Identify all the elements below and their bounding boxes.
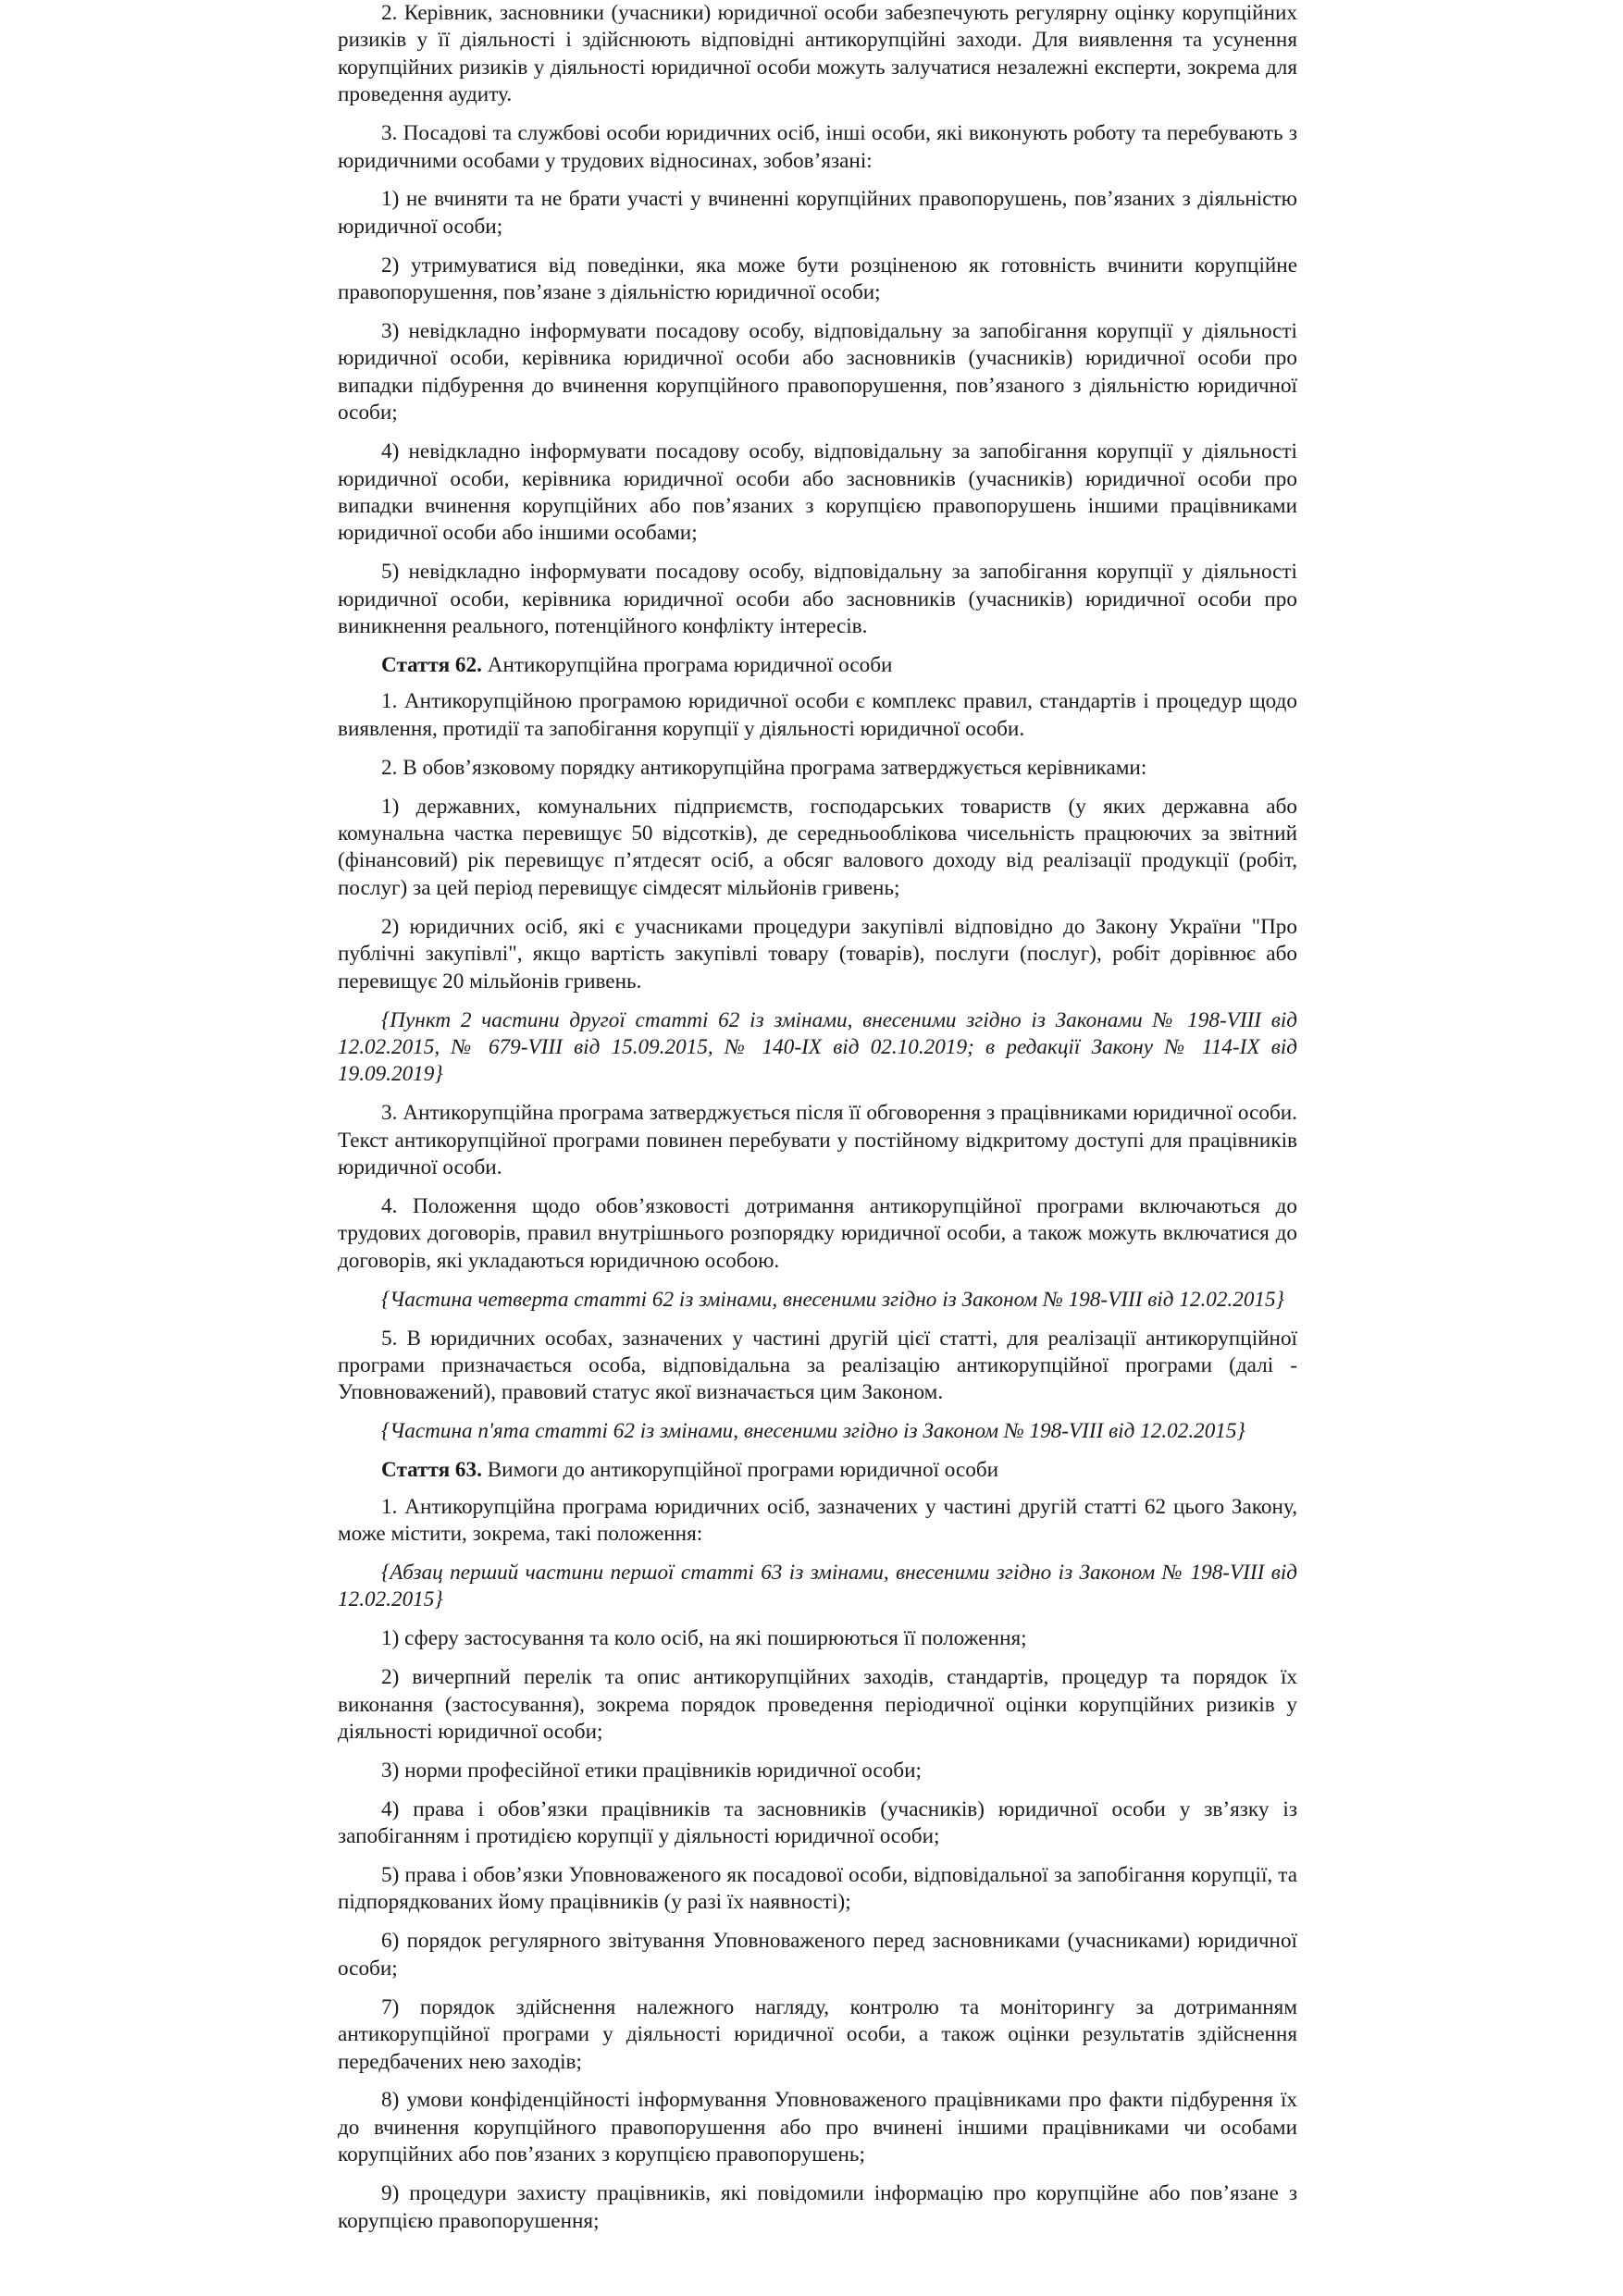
paragraph: 1. Антикорупційною програмою юридичної особи є комплекс правил, стандартів і процедур щодо виявлення, протидії та запобігання корупції у діяльності юридичної особи. — [338, 689, 1297, 741]
paragraph: 1) державних, комунальних підприємств, господарських товариств (у яких державна або комунальна частка перевищує 50 відсотків), де середньооблікова чисельність працюючих за звітний (фінансовий) рік перевищує п’ятдесят осіб, а обсяг валового доходу від реалізації продукції (робіт, послуг) за цей період перевищує сімдесят мільйонів гривень; — [338, 794, 1297, 900]
paragraph: 3) невідкладно інформувати посадову особу, відповідальну за запобігання корупції у діяльності юридичної особи, керівника юридичної особи або засновників (учасників) юридичної особи про випадки підбурення до вчинення корупційного правопорушення, пов’язаного з діяльністю юридичної особи; — [338, 319, 1297, 426]
article-62-heading — [338, 652, 1297, 679]
amendment-note — [338, 1007, 1297, 1089]
paragraph: 2) утримуватися від поведінки, яка може бути розціненою як готовність вчинити корупційне правопорушення, пов’язане з діяльністю юридичної особи; — [338, 253, 1297, 305]
text-run: {Частина п'ята статті 62 із змінами, внесеними згідно із Законом — [381, 1419, 1004, 1444]
amendment-link[interactable]: № 198-VIII від 12.02.2015 — [338, 1007, 1297, 1059]
paragraph: 4. Положення щодо обов’язковості дотримання антикорупційної програми включаються до трудових договорів, правил внутрішнього розпорядку юридичної особи, а також можуть включатися до договорів, які укладаються юридичною особою. — [338, 1193, 1297, 1273]
amendment-link[interactable]: № 198-VIII від 12.02.2015 — [1003, 1419, 1237, 1444]
article-63-heading — [338, 1457, 1297, 1484]
text-run: } — [1275, 1287, 1284, 1312]
list-item: 9) процедури захисту працівників, які повідомили інформацію про корупційне або пов’язане з корупцією правопорушення; — [338, 2181, 1297, 2233]
text-run: ; в редакції Закону — [967, 1034, 1165, 1059]
article-link[interactable]: частині другій — [943, 1494, 1077, 1519]
paragraph: 2. Керівник, засновники (учасники) юридичної особи забезпечують регулярну оцінку корупційних ризиків у її діяльності і здійснюють відповідні антикорупційні заходи. Для виявлення та усунення корупційних ризиків у діяльності юридичної особи можуть залучатися незалежні експерти, зокрема для проведення аудиту. — [338, 1, 1297, 107]
list-item: 7) порядок здійснення належного нагляду, контролю та моніторингу за дотриманням антикорупційної програми у діяльності юридичної особи, а також оцінки результатів здійснення передбачених нею заходів; — [338, 1994, 1297, 2074]
amendment-link[interactable]: № 198-VIII від 12.02.2015 — [338, 1560, 1298, 1612]
text-run: 1. Антикорупційна програма юридичних осіб, зазначених у — [381, 1494, 944, 1519]
article-63-label: Стаття 63. — [381, 1458, 482, 1483]
paragraph: 5. В юридичних особах, зазначених у частині другій цієї статті, для реалізації антикорупційної програми призначається особа, відповідальна за реалізацію антикорупційної програми (далі - Уповноважений), правовий статус якої визначається цим Законом. — [338, 1326, 1297, 1405]
text-run: "Про публічні закупівлі", якщо вартість закупівлі товару (товарів), послуги (послуг), робіт дорівнює або перевищує 20 мільйонів гривень. — [338, 914, 1297, 994]
amendment-link[interactable]: № 198-VIII від 12.02.2015 — [1042, 1287, 1276, 1312]
amendment-note — [338, 1418, 1297, 1445]
text-run: {Пункт 2 частини другої статті 62 із змінами, внесеними згідно із Законами — [381, 1007, 1153, 1032]
document-page — [338, 0, 1297, 2246]
text-run: } — [434, 1587, 443, 1612]
text-run: , — [434, 1034, 452, 1059]
list-item: 4) права і обов’язки працівників та засновників (учасників) юридичної особи у зв’язку із запобіганням і протидією корупції у діяльності юридичної особи; — [338, 1796, 1297, 1849]
article-63-title: Вимоги до антикорупційної програми юридичної особи — [481, 1458, 999, 1483]
paragraph — [338, 1494, 1297, 1549]
text-run: } — [434, 1062, 443, 1087]
amendment-link[interactable]: № 679-VIII від 15.09.2015 — [451, 1034, 708, 1059]
list-item: 6) порядок регулярного звітування Уповноваженого перед засновниками (учасниками) юридичної особи; — [338, 1929, 1297, 1981]
paragraph — [338, 914, 1297, 995]
text-run: {Частина четверта статті 62 із змінами, внесеними згідно із Законом — [381, 1287, 1043, 1312]
text-run: , — [707, 1034, 725, 1059]
amendment-link[interactable]: № 140-IX від 02.10.2019 — [724, 1034, 968, 1059]
list-item: 8) умови конфіденційності інформування Уповноваженого працівниками про факти підбурення їх до вчинення корупційного правопорушення або про вчинені іншими працівниками чи особами корупційних або пов’язаних з корупцією правопорушень; — [338, 2088, 1297, 2167]
list-item: 1) сферу застосування та коло осіб, на які поширюються її положення; — [381, 1626, 1027, 1651]
list-item: 2) вичерпний перелік та опис антикорупційних заходів, стандартів, процедур та порядок їх виконання (застосування), зокрема порядок проведення періодичної оцінки корупційних ризиків у діяльності юридичної особи; — [338, 1665, 1297, 1744]
paragraph: 2. В обов’язковому порядку антикорупційна програма затверджується керівниками: — [381, 755, 1147, 780]
text-run: статті 62 цього Закону, може містити, зокрема, такі положення: — [338, 1494, 1297, 1546]
list-item: 5) права і обов’язки Уповноваженого як посадової особи, відповідальної за запобігання корупції, та підпорядкованих йому працівників (у разі їх наявності); — [338, 1863, 1297, 1915]
paragraph: 5) невідкладно інформувати посадову особу, відповідальну за запобігання корупції у діяльності юридичної особи, керівника юридичної особи або засновників (учасників) юридичної особи про виникнення реального, потенційного конфлікту інтересів. — [338, 560, 1297, 639]
article-62-label: Стаття 62. — [381, 653, 482, 678]
text-run: {Абзац перший частини першої статті 63 із змінами, внесеними згідно із Законом — [381, 1560, 1162, 1585]
paragraph: 3. Антикорупційна програма затверджується після її обговорення з працівниками юридичної особи. Текст антикорупційної програми повинен перебувати у постійному відкритому доступі для працівників юридичної особи. — [338, 1101, 1297, 1180]
paragraph: 3. Посадові та службові особи юридичних осіб, інші особи, які виконують роботу та перебувають з юридичними особами у трудових відносинах, зобов’язані: — [338, 121, 1297, 173]
amendment-link[interactable]: № 114-IX від 19.09.2019 — [338, 1034, 1298, 1087]
article-62-title: Антикорупційна програма юридичної особи — [481, 653, 893, 678]
list-item: 3) норми професійної етики працівників юридичної особи; — [381, 1758, 922, 1783]
paragraph: 1) не вчиняти та не брати участі у вчиненні корупційних правопорушень, пов’язаних з діяльністю юридичної особи; — [338, 187, 1297, 239]
paragraph: 4) невідкладно інформувати посадову особу, відповідальну за запобігання корупції у діяльності юридичної особи, керівника юридичної особи або засновників (учасників) юридичної особи про випадки вчинення корупційних або пов’язаних з корупцією правопорушень іншими працівниками юридичної особи або іншими особами; — [338, 439, 1297, 546]
law-link[interactable]: Закону України — [1095, 914, 1242, 939]
amendment-note — [338, 1560, 1297, 1614]
text-run: } — [1236, 1419, 1245, 1444]
text-run: 2) юридичних осіб, які є учасниками процедури закупівлі відповідно до — [381, 914, 1096, 939]
amendment-note — [338, 1287, 1297, 1314]
